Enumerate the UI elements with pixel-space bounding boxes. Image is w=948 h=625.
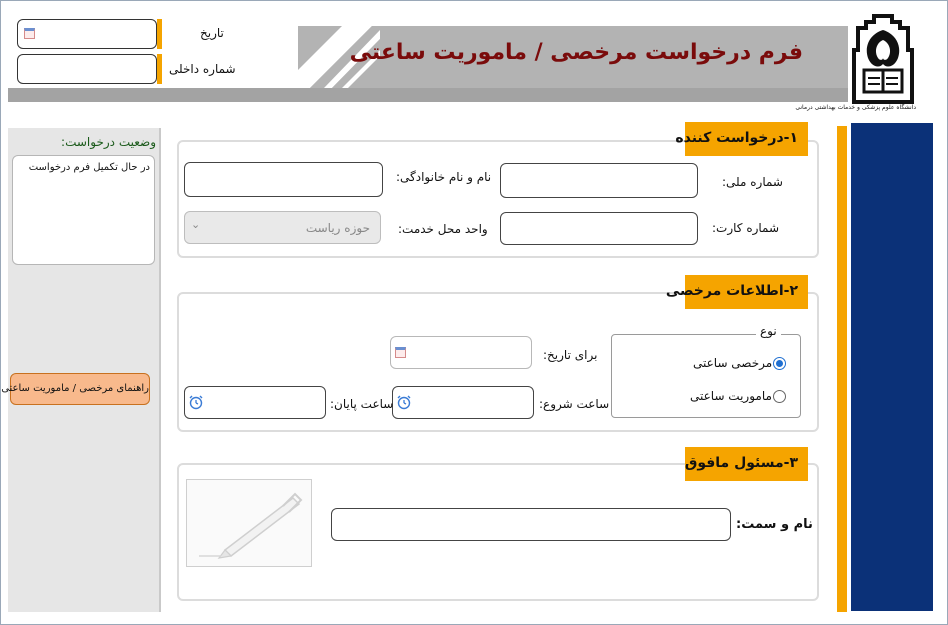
- university-logo: [850, 10, 916, 106]
- card-number-label: شماره کارت:: [712, 221, 780, 235]
- status-title: وضعیت درخواست:: [61, 135, 156, 149]
- full-name-field[interactable]: [184, 162, 383, 197]
- chevron-down-icon: ⌄: [191, 218, 201, 231]
- end-time-field[interactable]: [184, 386, 326, 419]
- logo-caption: دانشگاه علوم پزشکی و خدمات بهداشتی درمانی: [795, 104, 916, 111]
- end-time-label: ساعت پایان:: [330, 397, 394, 411]
- calendar-icon[interactable]: [24, 28, 35, 39]
- name-title-label: نام و سمت:: [736, 517, 813, 532]
- start-time-field[interactable]: [392, 386, 534, 419]
- guide-button[interactable]: راهنمای مرخصی / ماموریت ساعتی: [10, 373, 150, 405]
- internal-number-accent: [157, 54, 162, 84]
- internal-number-field[interactable]: [17, 54, 157, 84]
- service-unit-value: حوزه ریاست: [305, 221, 370, 235]
- for-date-label: برای تاریخ:: [543, 348, 598, 362]
- leave-type-radio-hourly-leave[interactable]: [773, 357, 786, 370]
- full-name-label: نام و نام خانوادگی:: [396, 170, 492, 184]
- side-accent-bar: [837, 126, 847, 612]
- for-date-field[interactable]: [390, 336, 532, 369]
- status-text-box: [12, 155, 155, 265]
- internal-number-label: شماره داخلی: [169, 62, 236, 76]
- page-title: فرم درخواست مرخصی / ماموریت ساعتی: [349, 40, 803, 65]
- status-text: در حال تکمیل فرم درخواست: [28, 162, 150, 173]
- national-id-field[interactable]: [500, 163, 698, 198]
- service-unit-label: واحد محل خدمت:: [398, 222, 488, 236]
- date-field-accent: [157, 19, 162, 49]
- side-blue-panel: [851, 123, 933, 611]
- leave-type-legend: نوع: [756, 324, 781, 338]
- pen-icon: [195, 488, 305, 560]
- sidebar-divider: [159, 128, 161, 612]
- leave-type-option-hourly-leave[interactable]: مرخصی ساعتی: [693, 356, 773, 370]
- card-number-field[interactable]: [500, 212, 698, 245]
- name-title-field[interactable]: [331, 508, 731, 541]
- calendar-icon[interactable]: [395, 347, 406, 358]
- signature-box[interactable]: [186, 479, 312, 567]
- leave-type-group: [611, 334, 801, 418]
- header-underline: [8, 88, 848, 102]
- start-time-label: ساعت شروع:: [539, 397, 610, 411]
- leave-type-option-hourly-mission[interactable]: ماموریت ساعتی: [690, 389, 772, 403]
- supervisor-section-title: ۳-مسئول مافوق: [685, 447, 808, 481]
- leave-info-section-title: ۲-اطلاعات مرخصی: [685, 275, 808, 309]
- leave-type-radio-hourly-mission[interactable]: [773, 390, 786, 403]
- service-unit-select[interactable]: [184, 211, 381, 244]
- date-field[interactable]: [17, 19, 157, 49]
- alarm-clock-icon[interactable]: [396, 394, 412, 410]
- date-label: تاریخ: [200, 26, 224, 40]
- requester-section-title: ۱-درخواست کننده: [685, 122, 808, 156]
- alarm-clock-icon[interactable]: [188, 394, 204, 410]
- national-id-label: شماره ملی:: [722, 175, 783, 189]
